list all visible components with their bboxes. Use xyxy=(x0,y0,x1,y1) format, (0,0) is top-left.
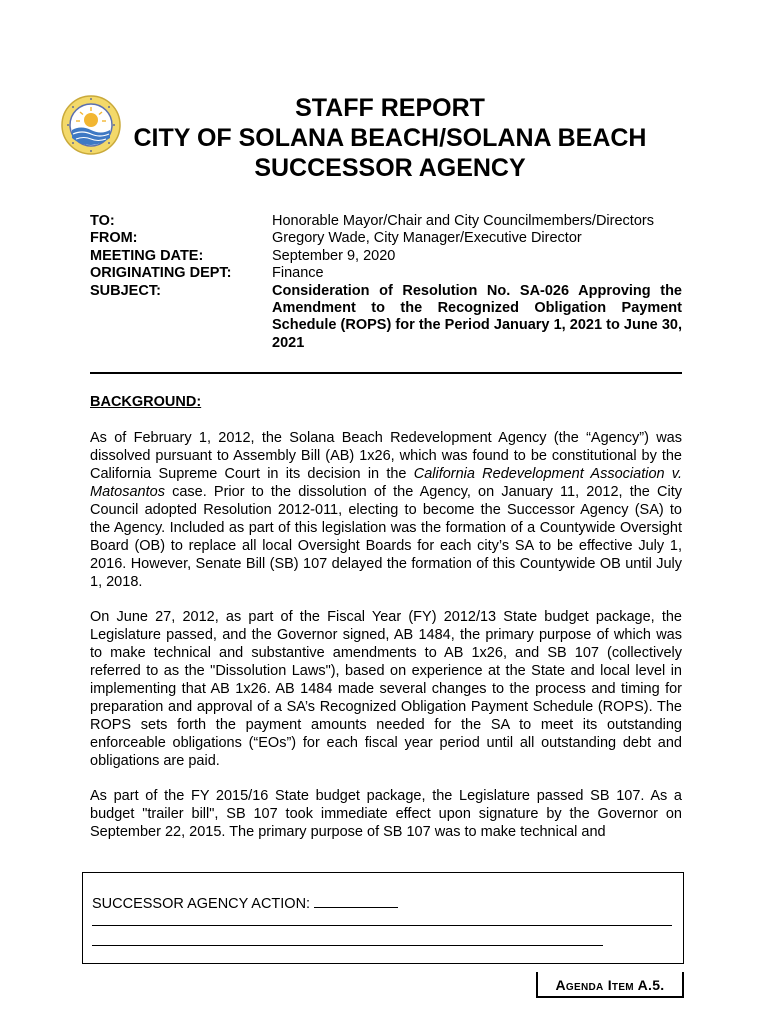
background-body xyxy=(90,429,682,858)
paragraph-1-text-b: case. Prior to the dissolution of the Agency, on January 11, 2012, the City Council adopted Resolution 2012-011, electing to become the Successor Agency (SA) to the Agency. Included as part of this legislation was the formation of a Countywide Oversight Board (OB) to replace all local Oversight Boards for each city’s SA to be effective July 1, 2016. However, Senate Bill (SB) 107 delayed the formation of this Countywide OB until July 1, 2018. xyxy=(90,484,682,590)
from-value: Gregory Wade, City Manager/Executive Director xyxy=(272,230,582,247)
background-paragraph-2: On June 27, 2012, as part of the Fiscal Year (FY) 2012/13 State budget package, the Legislature passed, and the Governor signed, AB 1484, the primary purpose of which was to make technical and substantive amendments to AB 1x26, and SB 107 (collectively referred to as the "Dissolution Laws"), based on experience at the State and local level in implementing that AB 1x26. AB 1484 made several changes to the process and timing for preparation and approval of a SA’s Recognized Obligation Payment Schedule (ROPS). The ROPS sets forth the payment amounts needed for the SA to meet its outstanding enforceable obligations (“EOs”) for each fiscal year period until all outstanding debt and obligations are paid. xyxy=(90,609,682,769)
case-name: California Redevelopment Association v. Matosantos xyxy=(90,466,682,500)
title-line-3: SUCCESSOR AGENCY xyxy=(254,154,526,182)
action-label: SUCCESSOR AGENCY ACTION: xyxy=(92,896,311,912)
paragraph-1-text-a: As of February 1, 2012, the Solana Beach Redevelopment Agency (the “Agency”) was dissolved pursuant to Assembly Bill (AB) 1x26, which was found to be constitutional by the California Supreme Court in its decision in the xyxy=(90,430,682,482)
title-line-1: STAFF REPORT xyxy=(295,94,485,122)
meeting-date-value: September 9, 2020 xyxy=(272,247,396,264)
to-row xyxy=(90,213,682,230)
from-row xyxy=(90,230,682,247)
title-line-2: CITY OF SOLANA BEACH/SOLANA BEACH xyxy=(133,124,647,152)
meeting-date-label: MEETING DATE: xyxy=(90,247,204,264)
subject-row xyxy=(90,283,682,353)
action-label-row xyxy=(92,895,398,913)
to-value: Honorable Mayor/Chair and City Councilmembers/Directors xyxy=(272,213,654,229)
successor-agency-action-box xyxy=(82,872,684,964)
header-divider xyxy=(90,372,682,374)
originating-dept-value: Finance xyxy=(272,265,324,282)
subject-value: Consideration of Resolution No. SA-026 Approving the Amendment to the Recognized Obligation Payment Schedule (ROPS) for the Period January 1, 2021 to June 30, 2021 xyxy=(272,282,682,351)
action-blank-line xyxy=(314,895,398,908)
to-label: TO: xyxy=(90,213,115,229)
agenda-item-tag: Agenda Item A.5. xyxy=(536,972,684,998)
action-writing-line-1 xyxy=(92,925,672,926)
background-heading: BACKGROUND: xyxy=(90,394,202,410)
subject-label: SUBJECT: xyxy=(90,282,161,299)
report-title xyxy=(90,93,690,183)
meeting-date-row xyxy=(90,248,682,265)
from-label: FROM: xyxy=(90,230,138,247)
memo-header xyxy=(90,213,682,352)
background-paragraph-1 xyxy=(90,429,682,591)
originating-dept-label: ORIGINATING DEPT: xyxy=(90,265,232,282)
background-paragraph-3: As part of the FY 2015/16 State budget package, the Legislature passed SB 107. As a budget "trailer bill", SB 107 took immediate effect upon signature by the Governor on September 22, 2015. The primary purpose of SB 107 was to make technical and xyxy=(90,788,682,840)
action-writing-line-2 xyxy=(92,945,603,946)
originating-dept-row xyxy=(90,265,682,282)
